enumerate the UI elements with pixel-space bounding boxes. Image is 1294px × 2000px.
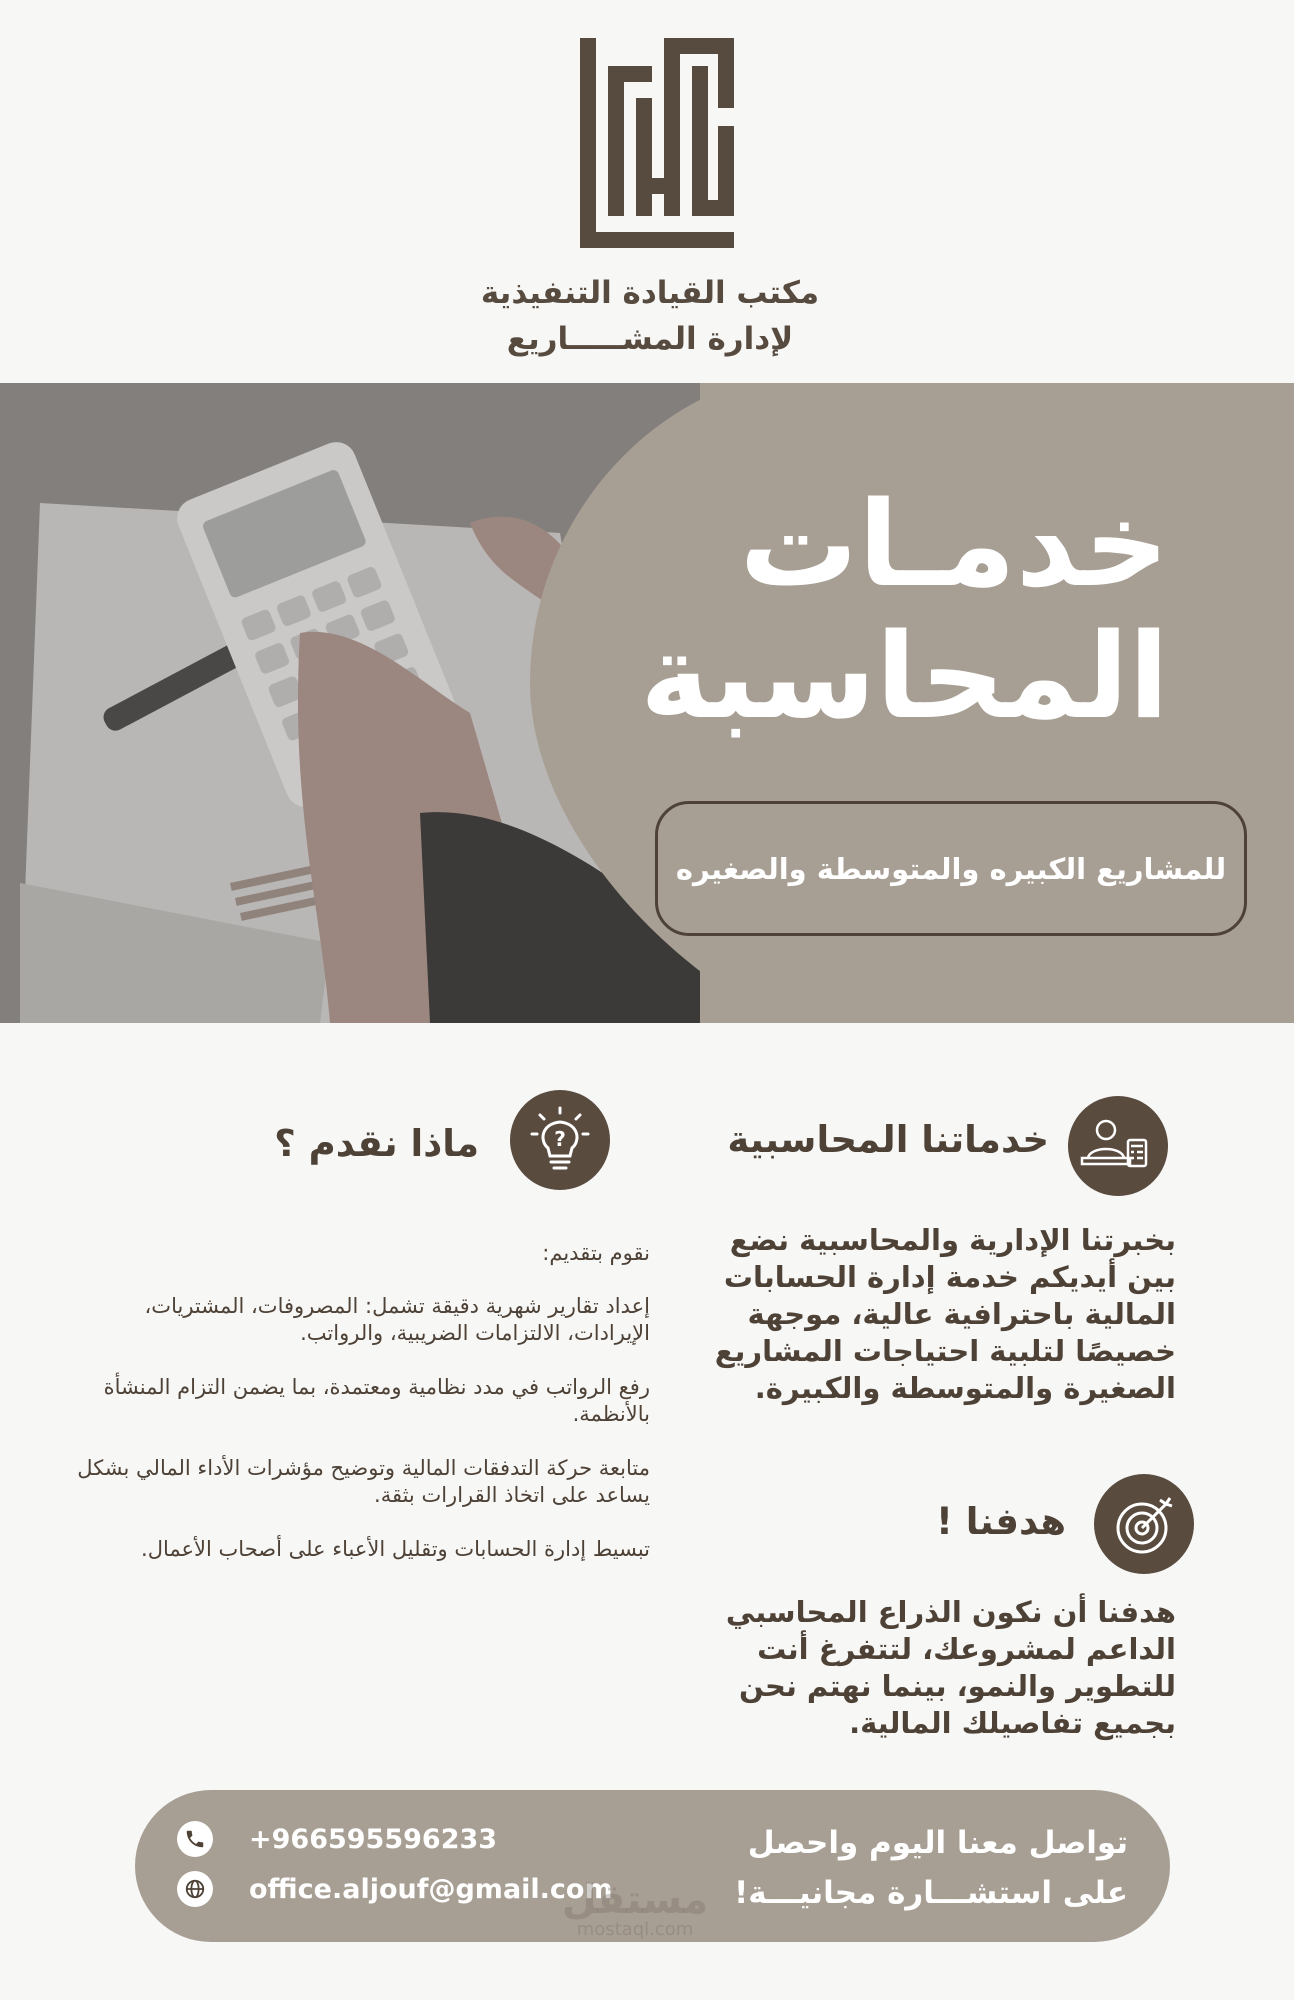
lightbulb-icon: [510, 1090, 610, 1190]
accountant-icon: [1068, 1096, 1168, 1196]
offer-item-3: متابعة حركة التدفقات المالية وتوضيح مؤشرات الأداء المالي بشكل يساعد على اتخاذ القرارات بثقة.: [77, 1456, 650, 1507]
office-name-line1: مكتب القيادة التنفيذية: [480, 275, 820, 311]
phone-icon: [177, 1821, 213, 1857]
watermark-text: مستقل: [561, 1877, 709, 1923]
office-name: [440, 270, 860, 362]
offer-item-4: تبسيط إدارة الحسابات وتقليل الأعباء على أصحاب الأعمال.: [141, 1537, 650, 1561]
watermark: [545, 1877, 725, 1940]
phone-number[interactable]: +966595596233: [249, 1823, 498, 1855]
target-icon: [1094, 1474, 1194, 1574]
watermark-domain: mostaql.com: [576, 1919, 694, 1940]
offer-item-1: إعداد تقارير شهرية دقيقة تشمل: المصروفات، المشتريات، الإيرادات، الالتزامات الضريبية، والرواتب.: [144, 1294, 650, 1345]
hero-banner: [0, 383, 1294, 1023]
svg-text:?: ?: [554, 1127, 566, 1151]
email-address[interactable]: office.aljouf@gmail.com: [249, 1873, 613, 1905]
offer-title: ماذا نقدم ؟: [274, 1122, 479, 1165]
contact-cta: [708, 1818, 1128, 1918]
offer-intro: نقوم بتقديم:: [542, 1241, 650, 1265]
phone-row[interactable]: [177, 1820, 497, 1858]
goal-title: هدفنا !: [935, 1500, 1066, 1543]
office-name-line2: لإدارة المشـــــاريع: [506, 321, 794, 357]
hero-title-line1: خدمـات: [739, 475, 1169, 613]
hero-subtitle: للمشاريع الكبيره والمتوسطة والصغيره: [655, 801, 1247, 936]
cta-line1: تواصل معنا اليوم واحصل: [747, 1825, 1128, 1861]
offer-item-2: رفع الرواتب في مدد نظامية ومعتمدة، بما يضمن التزام المنشأة بالأنظمة.: [103, 1375, 650, 1426]
offer-list: [68, 1240, 650, 1590]
logo-icon: [580, 38, 734, 248]
services-title: خدماتنا المحاسبية: [727, 1118, 1049, 1161]
goal-body: هدفنا أن نكون الذراع المحاسبي الداعم لمشروعك، لتتفرغ أنت للتطوير والنمو، بينما نهتم نحن بجميع تفاصيلك المالية.: [725, 1595, 1176, 1740]
hero-title-line2: المحاسبة: [640, 607, 1169, 745]
cta-line2: على استشـــارة مجانيـــة!: [734, 1875, 1128, 1911]
globe-icon: [177, 1871, 213, 1907]
hero-title: [609, 475, 1169, 745]
services-body: بخبرتنا الإدارية والمحاسبية نضع بين أيديكم خدمة إدارة الحسابات المالية باحترافية عالية، موجهة خصيصًا لتلبية احتياجات المشاريع الصغيرة والمتوسطة والكبيرة.: [714, 1223, 1176, 1405]
